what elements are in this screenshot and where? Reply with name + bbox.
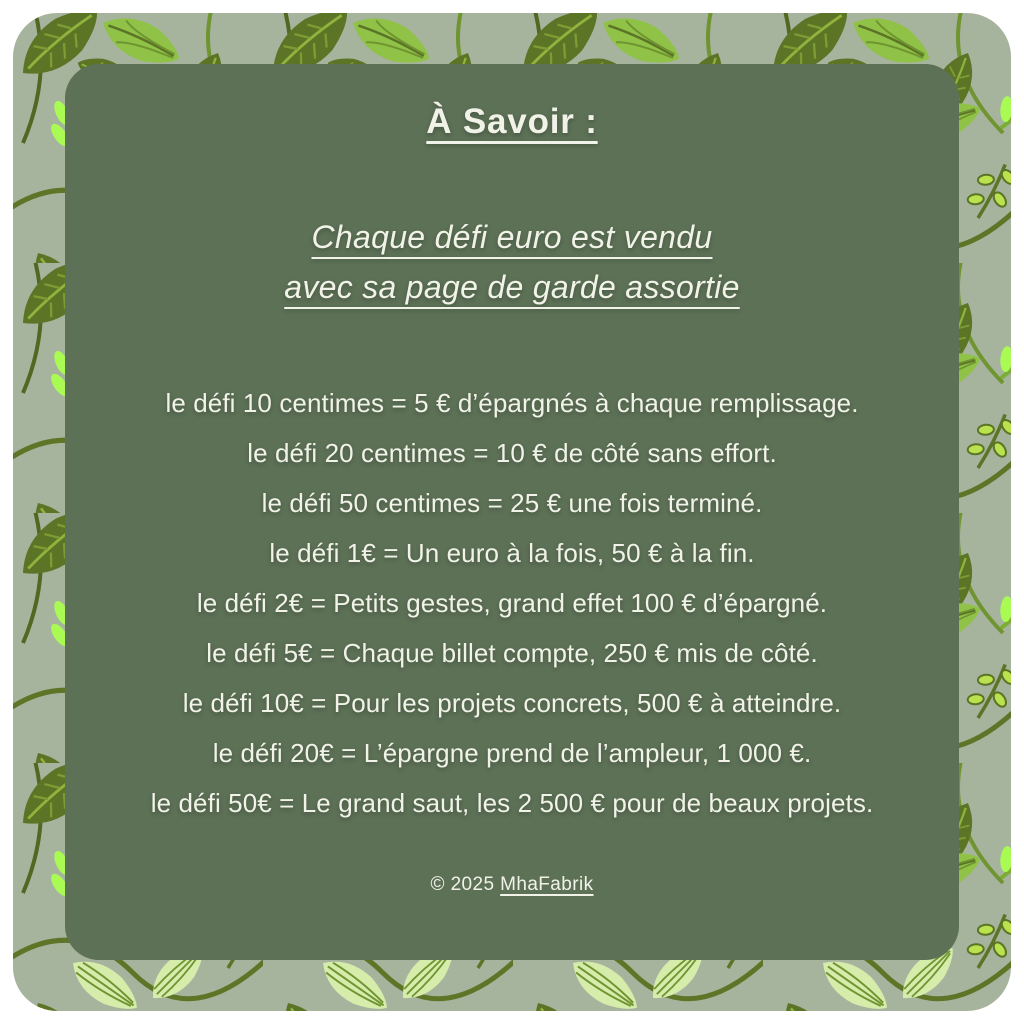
challenge-list xyxy=(65,378,959,828)
footer xyxy=(65,874,959,896)
list-item: le défi 10€ = Pour les projets concrets, 500 € à atteindre. xyxy=(182,688,842,718)
list-item: le défi 2€ = Petits gestes, grand effet 100 € d’épargné. xyxy=(196,588,828,618)
info-panel xyxy=(65,64,959,960)
list-item: le défi 20 centimes = 10 € de côté sans effort. xyxy=(247,438,777,468)
list-item: le défi 10 centimes = 5 € d’épargnés à chaque remplissage. xyxy=(165,388,859,418)
brand-link[interactable]: MhaFabrik xyxy=(500,874,594,895)
list-item: le défi 50 centimes = 25 € une fois terminé. xyxy=(261,488,763,518)
list-item: le défi 5€ = Chaque billet compte, 250 € mis de côté. xyxy=(206,638,818,668)
list-item: le défi 20€ = L’épargne prend de l’ampleur, 1 000 €. xyxy=(212,738,812,768)
subtitle-line-2: avec sa page de garde assortie xyxy=(284,269,740,305)
list-item: le défi 50€ = Le grand saut, les 2 500 € pour de beaux projets. xyxy=(150,788,874,818)
subtitle xyxy=(65,212,959,312)
list-item: le défi 1€ = Un euro à la fois, 50 € à la fin. xyxy=(269,538,755,568)
copyright-text: © 2025 xyxy=(430,874,495,895)
page-title: À Savoir : xyxy=(426,102,598,141)
subtitle-line-1: Chaque défi euro est vendu xyxy=(311,219,713,255)
